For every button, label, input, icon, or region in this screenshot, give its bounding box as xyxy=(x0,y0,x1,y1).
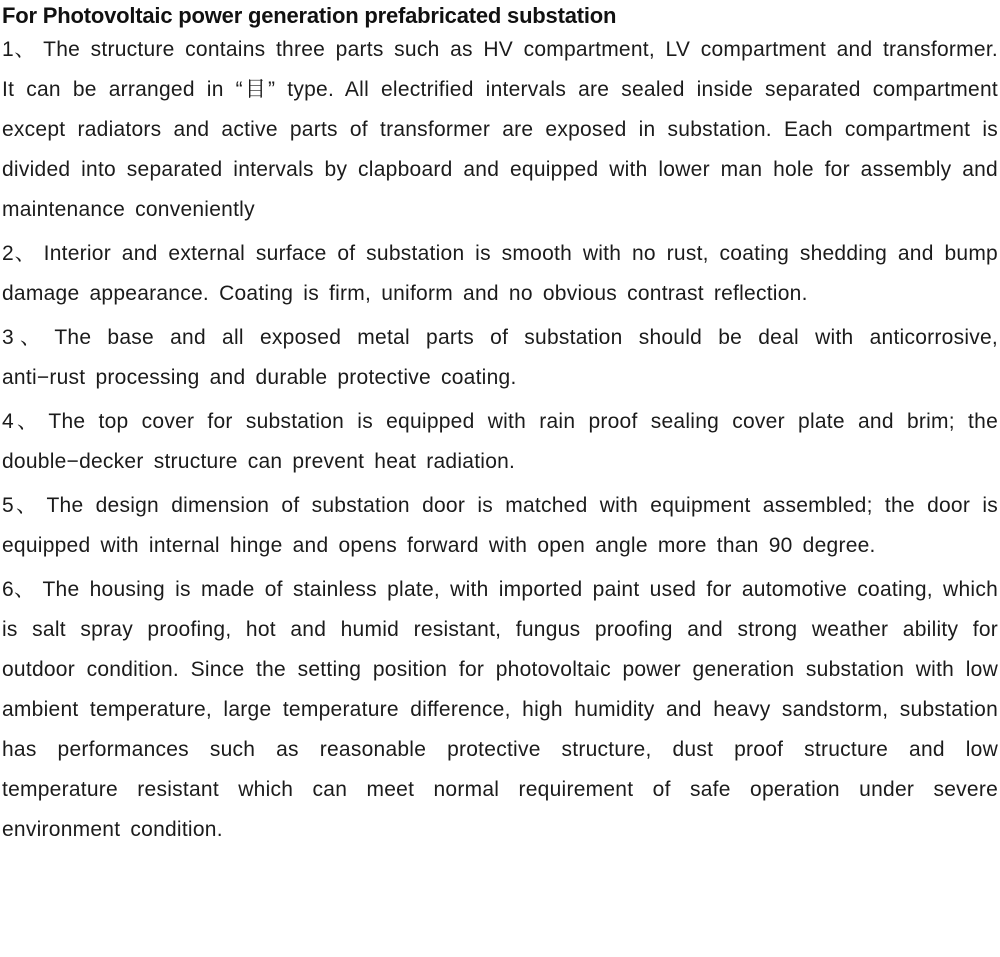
paragraph-item-4 xyxy=(2,402,998,482)
list-number-3: 3、 xyxy=(2,326,48,349)
paragraph-text-4: The top cover for substation is equipped with rain proof sealing cover plate and brim; the double−decker structure can prevent heat radiation. xyxy=(2,410,998,473)
list-number-1: 1、 xyxy=(2,38,37,61)
document-title: For Photovoltaic power generation prefabricated substation xyxy=(2,3,617,28)
paragraph-text-3: The base and all exposed metal parts of substation should be deal with anticorrosive, anti−rust processing and durable protective coating. xyxy=(2,326,998,389)
list-number-5: 5、 xyxy=(2,494,40,517)
paragraph-text-1: The structure contains three parts such as HV compartment, LV compartment and transformer. It can be arranged in “目” type. All electrified intervals are sealed inside separated compartment except radiators and active parts of transformer are exposed in substation. Each compartment is divided into separated intervals by clapboard and equipped with lower man hole for assembly and maintenance conveniently xyxy=(2,38,998,221)
paragraph-item-5 xyxy=(2,486,998,566)
paragraph-item-3 xyxy=(2,318,998,398)
paragraph-item-6 xyxy=(2,570,998,850)
paragraph-text-5: The design dimension of substation door is matched with equipment assembled; the door is equipped with internal hinge and opens forward with open angle more than 90 degree. xyxy=(2,494,998,557)
paragraph-text-6: The housing is made of stainless plate, with imported paint used for automotive coating, which is salt spray proofing, hot and humid resistant, fungus proofing and strong weather ability for outdoor condition. Since the setting position for photovoltaic power generation substation with low ambient temperature, large temperature difference, high humidity and heavy sandstorm, substation has performances such as reasonable protective structure, dust proof structure and low temperature resistant which can meet normal requirement of safe operation under severe environment condition. xyxy=(2,578,998,841)
list-number-2: 2、 xyxy=(2,242,37,265)
paragraph-item-1 xyxy=(2,30,998,230)
list-number-6: 6、 xyxy=(2,578,36,601)
paragraph-item-2 xyxy=(2,234,998,314)
paragraph-text-2: Interior and external surface of substation is smooth with no rust, coating shedding and bump damage appearance. Coating is firm, uniform and no obvious contrast reflection. xyxy=(2,242,998,305)
list-number-4: 4、 xyxy=(2,410,42,433)
